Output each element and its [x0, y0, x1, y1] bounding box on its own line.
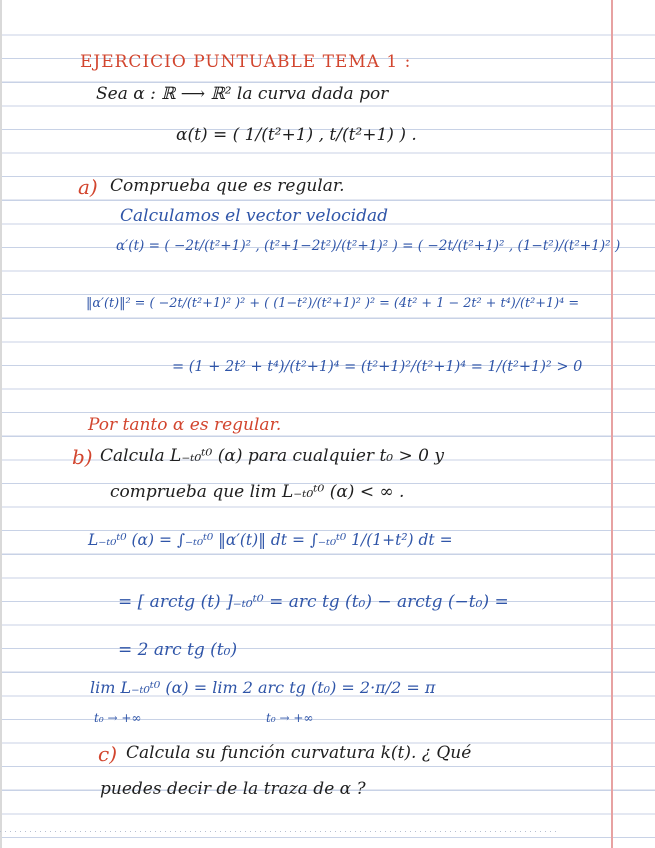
velocity-norm-squared: ‖α′(t)‖² = ( −2t/(t²+1)² )² + ( (1−t²)/(t²+1)² )² = (4t² + 1 − 2t² + t⁴)/(t²+1)⁴ =: [86, 296, 580, 311]
statement-curve-definition: α(t) = ( 1/(t²+1) , t/(t²+1) ) .: [176, 125, 417, 145]
right-margin-line: [611, 0, 613, 848]
part-a-question: Comprueba que es regular.: [110, 176, 345, 196]
part-c-question-line-1: Calcula su función curvatura k(t). ¿ Qué: [126, 743, 472, 763]
part-b-label: b): [72, 445, 93, 469]
arctg-result: = 2 arc tg (t₀): [118, 640, 238, 660]
part-b-question-line-1: Calcula L₋ₜ₀ᵗ⁰ (α) para cualquier t₀ > 0 y: [100, 446, 444, 466]
limit-subscript-left: t₀ → +∞: [94, 711, 142, 725]
statement-line-1: Sea α : ℝ ⟶ ℝ² la curva dada por: [96, 84, 389, 104]
part-a-label: a): [78, 175, 98, 199]
part-b-question-line-2: comprueba que lim L₋ₜ₀ᵗ⁰ (α) < ∞ .: [110, 482, 405, 502]
part-c-question-line-2: puedes decir de la traza de α ?: [100, 779, 366, 799]
limit-computation: lim L₋ₜ₀ᵗ⁰ (α) = lim 2 arc tg (t₀) = 2·π/2 = π: [90, 678, 436, 697]
limit-subscript-right: t₀ → +∞: [266, 711, 314, 725]
bottom-dotted-rule: [0, 831, 560, 832]
left-margin-line: [0, 0, 2, 848]
velocity-norm-result: = (1 + 2t² + t⁴)/(t²+1)⁴ = (t²+1)²/(t²+1)⁴ = 1/(t²+1)² > 0: [172, 359, 583, 375]
exercise-title: EJERCICIO PUNTUABLE TEMA 1 :: [80, 52, 412, 72]
arctg-evaluation: = [ arctg (t) ]₋ₜ₀ᵗ⁰ = arc tg (t₀) − arctg (−t₀) =: [118, 592, 509, 612]
velocity-vector-formula: α′(t) = ( −2t/(t²+1)² , (t²+1−2t²)/(t²+1)² ) = ( −2t/(t²+1)² , (1−t²)/(t²+1)² ): [116, 238, 621, 254]
arc-length-integral: L₋ₜ₀ᵗ⁰ (α) = ∫₋ₜ₀ᵗ⁰ ‖α′(t)‖ dt = ∫₋ₜ₀ᵗ⁰ 1/(1+t²) dt =: [88, 531, 453, 549]
regularity-conclusion: Por tanto α es regular.: [88, 415, 282, 435]
part-a-step-velocity: Calculamos el vector velocidad: [120, 206, 388, 226]
part-c-label: c): [98, 742, 118, 766]
